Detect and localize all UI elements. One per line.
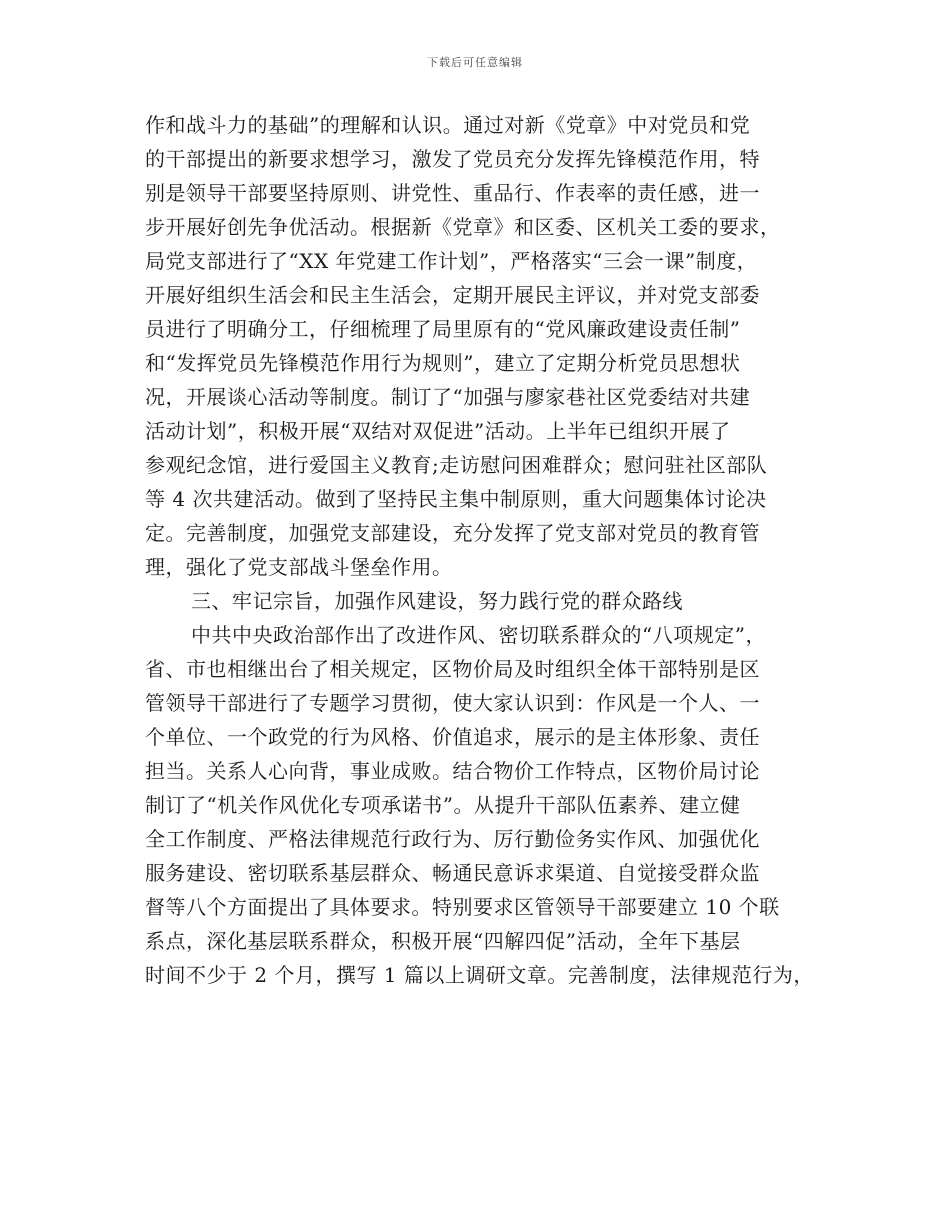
text-line: 作和战斗力的基础”的理解和认识。通过对新《党章》中对党员和党: [145, 113, 751, 137]
text-line: 管领导干部进行了专题学习贯彻，使大家认识到：作风是一个人、一: [145, 691, 760, 715]
text-line: 中共中央政治部作出了改进作风、密切联系群众的“八项规定”，: [191, 623, 766, 647]
text-line: 的干部提出的新要求想学习，激发了党员充分发挥先锋模范作用，特: [145, 147, 760, 171]
text-line: 和“发挥党员先锋模范作用行为规则”，建立了定期分析党员思想状: [145, 351, 741, 375]
text-line: 活动计划”，积极开展“双结对双促进”活动。上半年已组织开展了: [145, 419, 731, 443]
text-line: 开展好组织生活会和民主生活会，定期开展民主评议，并对党支部委: [145, 283, 760, 307]
text-line: 省、市也相继出台了相关规定，区物价局及时组织全体干部特别是区: [145, 657, 760, 681]
section-heading: 三、牢记宗旨，加强作风建设，努力践行党的群众路线: [191, 589, 683, 613]
text-line: 定。完善制度，加强党支部建设，充分发挥了党支部对党员的教育管: [145, 521, 760, 545]
text-line: 个单位、一个政党的行为风格、价值追求，展示的是主体形象、责任: [145, 725, 760, 749]
text-line: 参观纪念馆，进行爱国主义教育;走访慰问困难群众；慰问驻社区部队: [145, 453, 768, 477]
text-line: 服务建设、密切联系基层群众、畅通民意诉求渠道、自觉接受群众监: [145, 861, 760, 885]
text-line: 别是领导干部要坚持原则、讲党性、重品行、作表率的责任感，进一: [145, 181, 760, 205]
text-line: 督等八个方面提出了具体要求。特别要求区管领导干部要建立 10 个联: [145, 895, 780, 919]
document-body: [145, 108, 835, 992]
text-line: 理，强化了党支部战斗堡垒作用。: [145, 555, 453, 579]
text-line: 员进行了明确分工，仔细梳理了局里原有的“党风廉政建设责任制”: [145, 317, 741, 341]
text-line: 系点，深化基层联系群众，积极开展“四解四促”活动，全年下基层: [145, 929, 741, 953]
page-header: 下载后可任意编辑: [427, 56, 523, 69]
text-line: 等 4 次共建活动。做到了坚持民主集中制原则，重大问题集体讨论决: [145, 487, 767, 511]
text-line: 全工作制度、严格法律规范行政行为、厉行勤俭务实作风、加强优化: [145, 827, 760, 851]
text-line: 步开展好创先争优活动。根据新《党章》和区委、区机关工委的要求，: [145, 215, 781, 239]
text-line: 制订了“机关作风优化专项承诺书”。从提升干部队伍素养、建立健: [145, 793, 741, 817]
text-line: 况，开展谈心活动等制度。制订了“加强与廖家巷社区党委结对共建: [145, 385, 751, 409]
text-line: 局党支部进行了“XX 年党建工作计划”，严格落实“三会一课”制度，: [145, 249, 758, 273]
text-line: 担当。关系人心向背，事业成败。结合物价工作特点，区物价局讨论: [145, 759, 760, 783]
text-line: 时间不少于 2 个月，撰写 1 篇以上调研文章。完善制度，法律规范行为，: [145, 963, 814, 987]
